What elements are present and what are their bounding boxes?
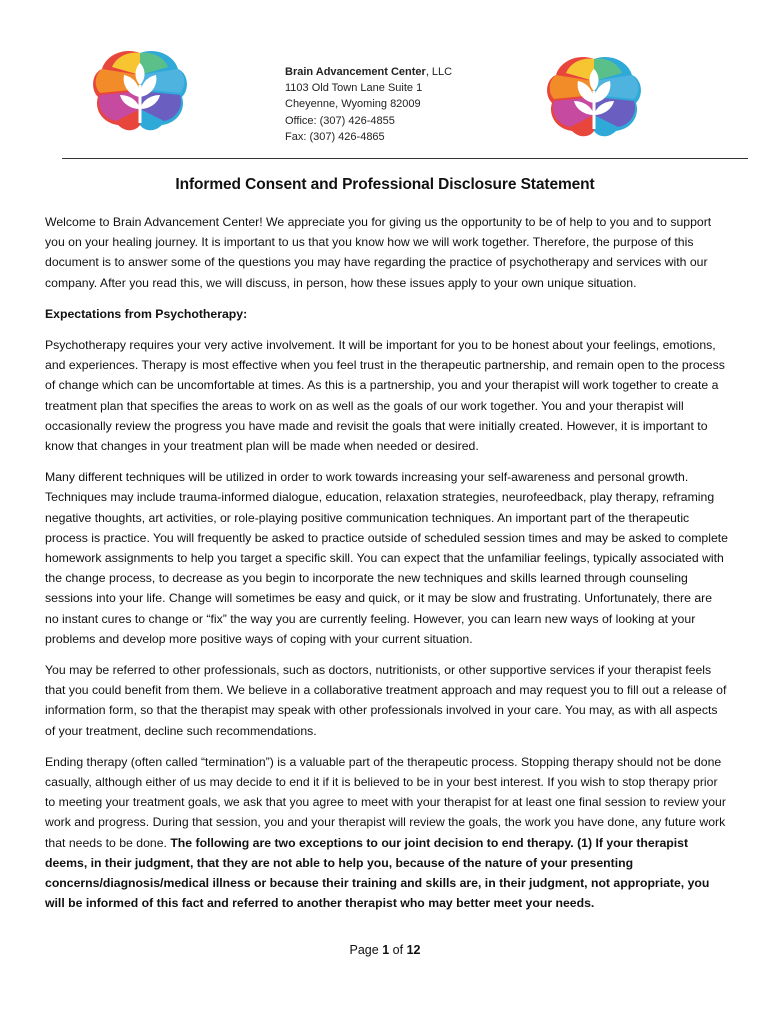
paragraph-involvement: Psychotherapy requires your very active involvement. It will be important for you to be honest about your feelings, emotions, and experiences. Therapy is most effective when you feel trust in the therapeutic partnership, and remain open to the process of change which can be uncomfortable at times. As this is a partnership, you and your therapist will work together to create a treatment plan that specifies the areas to work on as well as the goals of our work together. You and your therapist will occasionally review the progress you have made and revisit the goals that were initially created. However, it is important to know that changes in your treatment plan will be made when needed or desired. (45, 338, 725, 454)
paragraph-techniques: Many different techniques will be utilized in order to work towards increasing your self-awareness and personal growth. Techniques may include trauma-informed dialogue, education, relaxation strategies, neurofeedback, play therapy, reframing negative thoughts, art activities, or role-playing positive communication techniques. An important part of the therapeutic process is practice. You will frequently be asked to practice outside of scheduled session times and may be asked to complete homework assignments to help you target a specific skill. You can expect that the unfamiliar feelings, typically associated with the change process, to decrease as you begin to incorporate the new techniques and skills learned through counseling sessions into your life. Change will sometimes be easy and quick, or it may be slow and frustrating. Unfortunately, there are no instant cures to change or “fix” the way you are currently feeling. However, you can learn new ways of looking at your problems and develop more positive ways of coping with your current situation. (45, 470, 728, 646)
paragraph-referrals: You may be referred to other professionals, such as doctors, nutritionists, or other supportive services if your therapist feels that you could benefit from them. We believe in a collaborative treatment approach and may request you to fill out a release of information form, so that the therapist may speak with other professionals involved in your care. You may, as with all aspects of your treatment, decline such recommendations. (45, 663, 727, 738)
of-label: of (392, 943, 404, 957)
brain-logo-left-icon (88, 45, 192, 135)
page-label: Page (349, 943, 379, 957)
office-phone: Office: (307) 426-4855 (285, 114, 395, 127)
address-line-1: 1103 Old Town Lane Suite 1 (285, 82, 423, 95)
document-body (45, 212, 728, 925)
brain-logo-graphic (542, 51, 646, 141)
page-number: 1 (382, 943, 390, 957)
org-name: Brain Advancement Center (285, 66, 426, 78)
fax-number: Fax: (307) 426-4865 (285, 130, 385, 143)
intro-paragraph: Welcome to Brain Advancement Center! We appreciate you for giving us the opportunity to be of help to you and to support you on your healing journey. It is important to us that you know how we will work together. Therefore, the purpose of this document is to answer some of the questions you may have regarding the practice of psychotherapy and services with our company. After you read this, we will discuss, in person, how these issues apply to your own unique situation. (45, 215, 712, 290)
letterhead-contact (285, 64, 505, 145)
org-suffix: , LLC (425, 66, 453, 78)
page-total: 12 (406, 943, 421, 957)
address-line-2: Cheyenne, Wyoming 82009 (285, 98, 421, 111)
termination-exceptions: The following are two exceptions to our joint decision to end therapy. (1) If your therapist deems, in their judgment, that they are not able to help you, because of the nature of your presenting concerns/diagnosis/medical illness or because their training and skills are, in their judgment, not appropriate, you will be informed of this fact and referred to another therapist who may better meet your needs. (45, 835, 710, 911)
brain-logo-right-icon (542, 51, 646, 141)
page-footer (0, 943, 770, 957)
brain-logo-graphic (88, 45, 192, 135)
termination-text: Ending therapy (often called “termination”) is a valuable part of the therapeutic process. Stopping therapy should not be done casually, although either of us may decide to end it if it is believed to be in your best interest. If you wish to stop therapy prior to meeting your treatment goals, we ask that you agree to meet with your therapist for at least one final session to review your work and progress. During that session, you and your therapist will review the goals, the work you have done, any future work that needs to be done. (45, 754, 726, 850)
paragraph-termination (45, 752, 728, 914)
org-name-line (285, 64, 505, 80)
document-title: Informed Consent and Professional Disclosure Statement (175, 176, 595, 193)
header-divider (62, 158, 748, 159)
section-heading: Expectations from Psychotherapy: (45, 306, 248, 321)
